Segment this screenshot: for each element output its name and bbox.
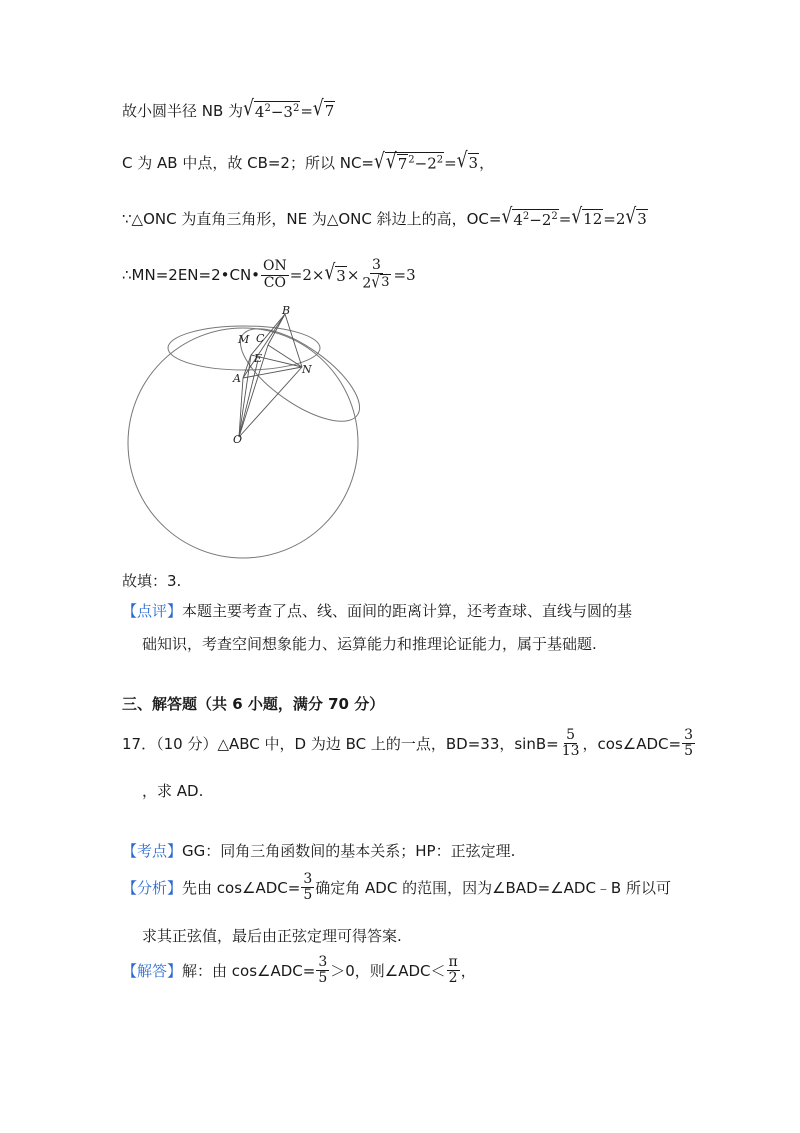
minus: −3 [270, 102, 293, 121]
exp: 2 [551, 210, 558, 222]
sqrt-expression: √ √ 7 $^2-2^2$ [374, 149, 444, 174]
line-nc [122, 148, 495, 174]
fraction-3-5 [682, 728, 695, 760]
section-title: 三、解答题（共 6 小题，满分 70 分） [122, 695, 385, 713]
minus: −2 [414, 154, 437, 173]
jieda-tag: 【解答】 [122, 962, 183, 981]
comma: ， [479, 154, 495, 172]
minus: −2 [529, 210, 552, 229]
comment-line-2 [142, 633, 597, 654]
answer-text: 故填：3. [122, 572, 182, 590]
sqrt-3: √ 3 [371, 271, 390, 292]
sqrt-expression: √ $4^2-2^2$ [501, 204, 558, 230]
fraction-3-5 [301, 872, 314, 904]
jieda-tail: ， [460, 962, 476, 981]
inner-sqrt: √ 7 [385, 149, 408, 174]
denominator: 13 [561, 743, 580, 760]
coef: 2 [362, 275, 372, 292]
jieda-line [122, 955, 476, 987]
fenxi-text: 先由 cos∠ADC= [182, 879, 301, 898]
numerator: 5 [566, 727, 576, 743]
kaodian-tag: 【考点】 [122, 842, 183, 860]
radicand: 3 [468, 154, 479, 173]
comment-tag: 【点评】 [122, 602, 183, 620]
denominator: 5 [318, 970, 328, 987]
fenxi-line-2 [142, 925, 402, 946]
label-m: M [238, 333, 250, 346]
fraction-3-over-2sqrt3 [360, 258, 392, 292]
question-17 [122, 728, 696, 760]
exp: 2 [292, 102, 300, 114]
equals-2: =2 [603, 209, 626, 228]
question-text: 17．（10 分）△ABC 中，D 为边 BC 上的一点，BD=33，sinB= [122, 735, 559, 754]
radicand: 3 [336, 266, 346, 285]
base: 4 [254, 102, 265, 121]
denominator: CO [263, 274, 286, 291]
equals: = [558, 209, 572, 228]
equals: = [444, 153, 457, 172]
kaodian-line [122, 840, 515, 861]
text: 故小圆半径 NB 为 [122, 102, 244, 120]
label-n: N [302, 363, 312, 376]
sphere-figure [120, 300, 370, 560]
kaodian-text: GG：同角三角函数间的基本关系；HP：正弦定理. [182, 842, 516, 860]
label-e: E [254, 352, 263, 365]
line-b-c [268, 314, 285, 345]
text: ∴MN=2EN=2•CN• [122, 266, 261, 285]
times-2: =2× [289, 266, 325, 285]
fenxi-tag: 【分析】 [122, 879, 183, 898]
base: 4 [513, 210, 523, 229]
line-b-n [285, 314, 302, 367]
exp: 2 [522, 210, 530, 222]
fraction-on-co [261, 259, 289, 291]
question-text-mid: ，cos∠ADC= [582, 735, 682, 754]
sqrt-7: √ 7 [312, 96, 335, 121]
denominator: 2 [448, 970, 458, 987]
question-text-2: ，求 AD. [142, 782, 204, 800]
line-nb-radius [122, 96, 335, 122]
radicand: 3 [381, 275, 390, 291]
line-a-m [243, 355, 251, 378]
fraction-3-5 [316, 955, 329, 987]
label-o: O [233, 433, 243, 446]
fenxi-line-1 [122, 872, 671, 904]
numerator: π [448, 954, 458, 970]
numerator: ON [263, 258, 287, 275]
exp: 2 [408, 154, 415, 166]
numerator: 3 [303, 871, 313, 887]
jieda-text-mid: ＞0，则∠ADC＜ [330, 962, 446, 981]
sqrt-expression: √ $4^2-3^2$ [243, 96, 300, 122]
fraction-pi-2 [447, 955, 460, 987]
denominator [360, 271, 392, 292]
exp: 2 [264, 102, 271, 114]
label-b: B [282, 304, 291, 317]
label-a: A [233, 372, 241, 385]
radicand: 3 [637, 210, 647, 229]
label-c: C [256, 332, 265, 345]
times: × [346, 266, 360, 285]
sqrt-3: √ 3 [625, 204, 647, 229]
comment-text-2: 础知识，考查空间想象能力、运算能力和推理论证能力，属于基础题. [142, 635, 597, 653]
text: ∵△ONC 为直角三角形，NE 为△ONC 斜边上的高，OC= [122, 210, 502, 228]
fenxi-text-2: 求其正弦值，最后由正弦定理可得答案. [142, 927, 402, 945]
text: C 为 AB 中点，故 CB=2；所以 NC= [122, 154, 375, 172]
comment-line-1 [122, 600, 632, 621]
section-heading [122, 693, 384, 714]
answer-fill [122, 570, 181, 591]
radicand: 7 [324, 102, 335, 121]
line-oc [122, 204, 648, 230]
jieda-text: 解：由 cos∠ADC= [182, 962, 316, 981]
comment-text: 本题主要考查了点、线、面间的距离计算，还考查球、直线与圆的基 [182, 602, 633, 620]
radicand: 7 [397, 155, 408, 174]
numerator: 3 [318, 954, 328, 970]
fenxi-text-post: 确定角 ADC 的范围，因为∠BAD=∠ADC﹣B 所以可 [315, 879, 671, 898]
exp: 2 [436, 154, 444, 166]
result: =3 [393, 266, 416, 285]
line-c-n [268, 345, 302, 367]
equals: = [300, 101, 313, 120]
numerator: 3 [684, 727, 694, 743]
sqrt-12: √ 12 [571, 204, 603, 229]
denominator: 5 [303, 887, 313, 904]
line-mn [122, 258, 416, 292]
numerator: 3 [372, 257, 381, 273]
sqrt-3: √ 3 [456, 148, 479, 173]
radicand: 12 [583, 210, 603, 229]
denominator: 5 [684, 743, 694, 760]
sqrt-3: √ 3 [324, 260, 346, 286]
fraction-5-13 [560, 728, 582, 760]
line-o-n [239, 367, 302, 437]
sphere-outline [128, 328, 358, 558]
question-17-line-2 [142, 780, 203, 801]
